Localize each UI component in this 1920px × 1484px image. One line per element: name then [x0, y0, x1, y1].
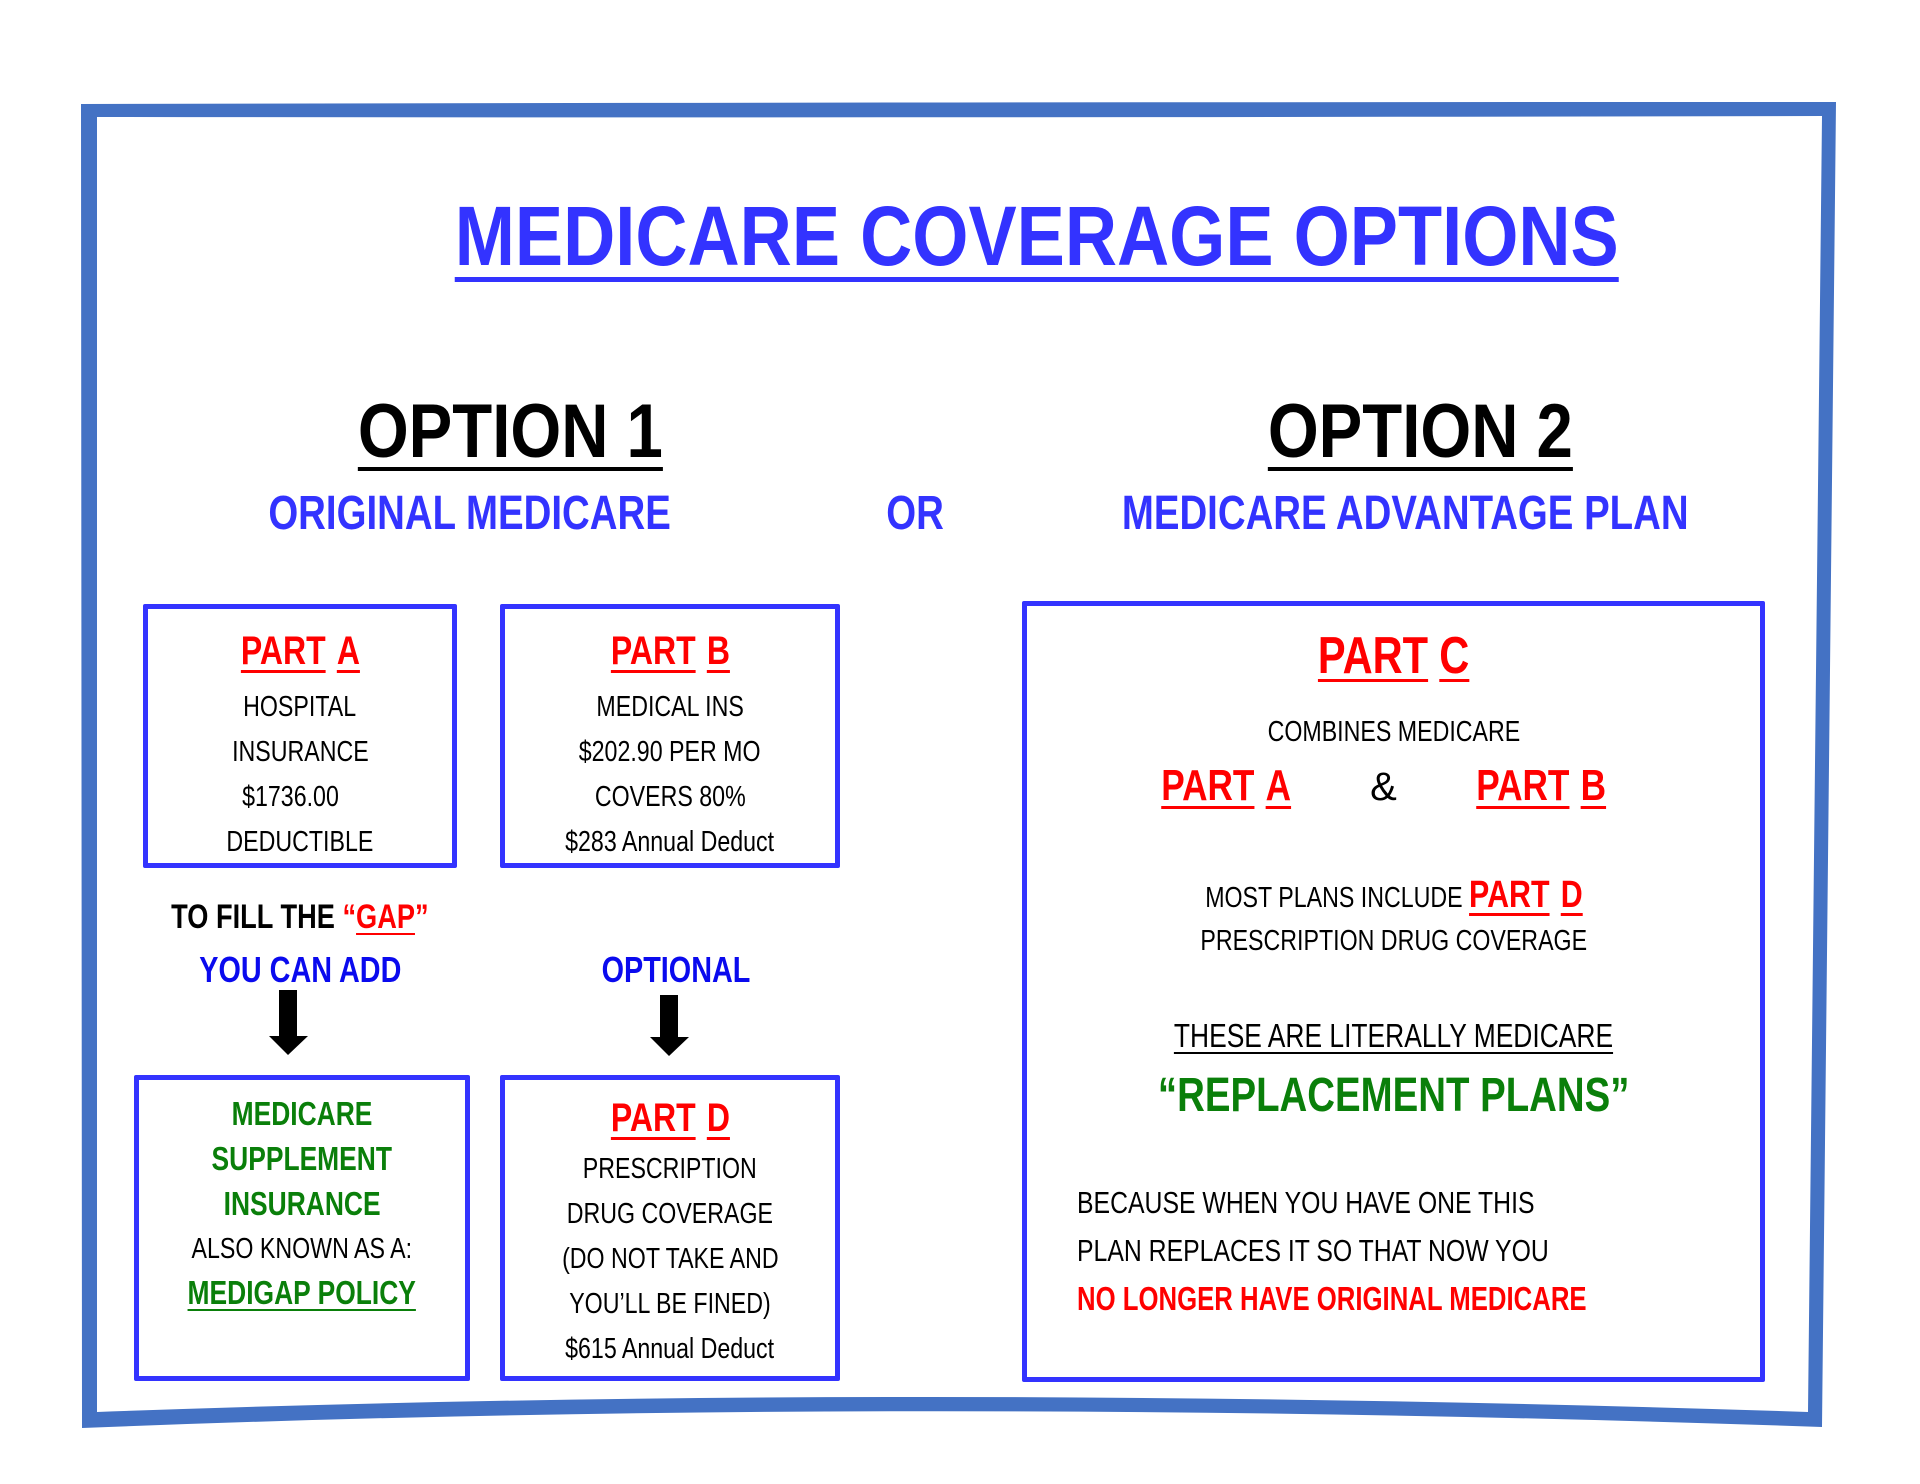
original-medicare-label: ORIGINAL MEDICARE: [268, 487, 672, 540]
part-a-label: PART A: [240, 629, 360, 673]
literally-medicare-text: THESE ARE LITERALLY MEDICARE: [1173, 1017, 1614, 1054]
replacement-plans-text: “REPLACEMENT PLANS”: [1157, 1069, 1630, 1122]
optional-label: OPTIONAL: [601, 949, 751, 990]
part-d-line: DRUG COVERAGE: [566, 1198, 774, 1230]
part-a-box: [143, 604, 457, 868]
part-d-deductible: $615 Annual Deduct: [565, 1333, 775, 1365]
part-b-box: [500, 604, 840, 868]
part-d-line: PRESCRIPTION: [582, 1153, 758, 1185]
part-d-label: PART D: [610, 1096, 730, 1140]
rx-coverage-text: PRESCRIPTION DRUG COVERAGE: [1200, 925, 1587, 957]
or-divider: OR: [886, 487, 944, 540]
part-b-line: MEDICAL INS: [596, 691, 744, 723]
combine-part-b: PART B: [1475, 761, 1606, 810]
supplement-title-line: SUPPLEMENT: [211, 1140, 393, 1177]
option1-heading: OPTION 1: [357, 389, 663, 474]
combine-part-a: PART A: [1161, 761, 1292, 810]
supplement-aka: ALSO KNOWN AS A:: [191, 1233, 413, 1265]
combines-parts-row: [1027, 758, 1760, 815]
medicare-supplement-box: [134, 1075, 470, 1381]
part-a-deductible-amount: $1736.00: [241, 781, 339, 813]
down-arrow-icon: [649, 995, 691, 1057]
part-a-line: DEDUCTIBLE: [226, 826, 374, 858]
you-can-add-label: YOU CAN ADD: [198, 949, 402, 990]
part-b-premium: $202.90 PER MO: [579, 736, 761, 768]
part-c-box: [1022, 601, 1765, 1382]
medigap-policy-label: MEDIGAP POLICY: [187, 1274, 417, 1311]
no-longer-original-warning: NO LONGER HAVE ORIGINAL MEDICARE: [1077, 1280, 1587, 1317]
because-line: BECAUSE WHEN YOU HAVE ONE THIS: [1077, 1185, 1535, 1220]
medicare-advantage-label: MEDICARE ADVANTAGE PLAN: [1121, 487, 1689, 540]
most-plans-include: MOST PLANS INCLUDE PART D: [1204, 874, 1583, 916]
because-line: PLAN REPLACES IT SO THAT NOW YOU: [1077, 1233, 1549, 1268]
combines-medicare-text: COMBINES MEDICARE: [1267, 716, 1520, 748]
part-d-box: [500, 1075, 840, 1381]
down-arrow-icon: [268, 990, 310, 1056]
supplement-title-line: INSURANCE: [223, 1185, 381, 1222]
ampersand: &: [1370, 765, 1397, 809]
part-b-deductible: $283 Annual Deduct: [565, 826, 775, 858]
part-b-label: PART B: [610, 629, 730, 673]
part-a-line: HOSPITAL: [243, 691, 357, 723]
part-a-line: INSURANCE: [231, 736, 369, 768]
page-title: MEDICARE COVERAGE OPTIONS: [454, 189, 1619, 283]
part-d-line: YOU’LL BE FINED): [569, 1288, 771, 1320]
option2-heading: OPTION 2: [1267, 389, 1573, 474]
part-b-coverage: COVERS 80%: [594, 781, 746, 813]
gap-note: TO FILL THE “GAP”: [171, 898, 429, 936]
supplement-title-line: MEDICARE: [231, 1095, 373, 1132]
part-c-label: PART C: [1317, 627, 1470, 685]
part-d-line: (DO NOT TAKE AND: [561, 1243, 779, 1275]
